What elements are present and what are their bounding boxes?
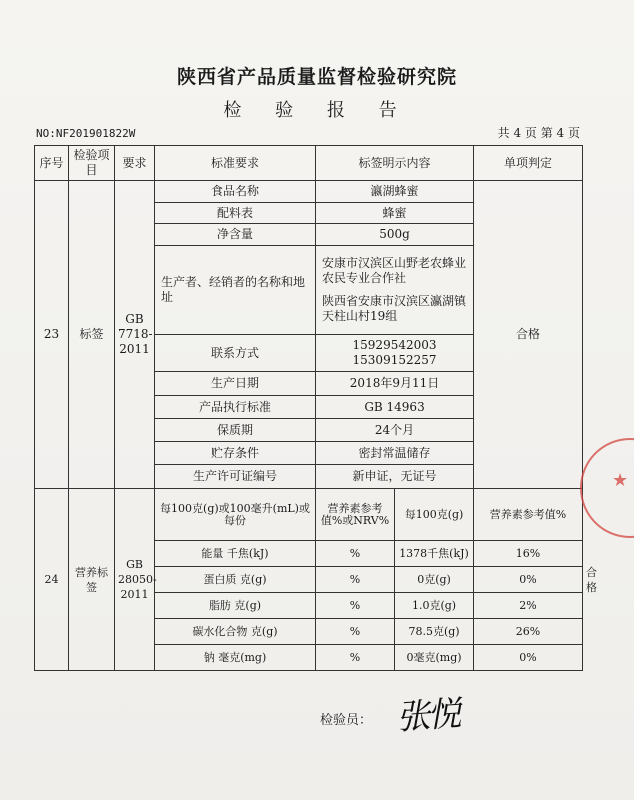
col-header-verdict: 单项判定 [474,146,583,181]
col-header-requirement: 要求 [115,146,155,181]
label-cell: 2018年9月11日 [316,372,474,396]
nutrient-header-basis: 每100克(g)或100毫升(mL)或每份 [155,489,316,541]
label-cell [316,246,474,335]
nutrient-pct: 0% [474,645,583,671]
inspector-signature: 张悦 [394,693,460,739]
col-header-label-content: 标签明示内容 [316,146,474,181]
nutrient-nrv: % [316,619,395,645]
inspection-table [34,145,598,671]
row23-item: 标签 [69,181,115,489]
seal-stamp [580,438,634,538]
phone-2: 15309152257 [352,353,437,367]
std-cell: 保质期 [155,419,316,442]
std-cell: 净含量 [155,224,316,246]
inspector-label: 检验员： [320,713,373,728]
table-row: 24 营养标签 GB 28050-2011 每100克(g)或100毫升(mL)或每份 营养素参考值%或NRV% 每100克(g) 营养素参考值% 合格 [35,489,583,541]
label-cell: GB 14963 [316,396,474,419]
label-cell: 瀛湖蜂蜜 [316,181,474,203]
row23-seq: 23 [35,181,69,489]
seal-star-icon: ★ [612,470,629,491]
nutrient-nrv: % [316,567,395,593]
document-type: 检 验 报 告 [223,100,411,121]
nutrient-pct: 0% [474,567,583,593]
institute-title: 陕西省产品质量监督检验研究院 [176,66,457,88]
std-cell: 生产许可证编号 [155,465,316,489]
label-cell: 24个月 [316,419,474,442]
nutrient-name: 钠 毫克(mg) [155,645,316,671]
std-cell: 产品执行标准 [155,396,316,419]
nutrient-pct: 2% [474,593,583,619]
std-cell: 生产者、经销者的名称和地址 [155,246,316,335]
std-cell: 联系方式 [155,335,316,372]
nutrient-name: 能量 千焦(kJ) [155,541,316,567]
std-cell: 配料表 [155,203,316,224]
nutrient-value: 1378千焦(kJ) [395,541,474,567]
col-header-item: 检验项目 [69,146,115,181]
producer-name: 安康市汉滨区山野老农蜂业农民专业合作社 [322,256,467,285]
nutrient-header-nrv: 营养素参考值%或NRV% [316,489,395,541]
row24-item: 营养标签 [69,489,115,671]
std-cell: 生产日期 [155,372,316,396]
col-header-standard: 标准要求 [155,146,316,181]
nutrient-value: 1.0克(g) [395,593,474,619]
label-cell: 500g [316,224,474,246]
label-cell [316,335,474,372]
label-cell: 密封常温储存 [316,442,474,465]
col-header-seq: 序号 [35,146,69,181]
std-cell: 贮存条件 [155,442,316,465]
table-row [35,181,583,203]
nutrient-name: 碳水化合物 克(g) [155,619,316,645]
nutrient-pct: 26% [474,619,583,645]
nutrient-nrv: % [316,593,395,619]
nutrient-nrv: % [316,541,395,567]
row24-seq: 24 [35,489,69,671]
nutrient-value: 0毫克(mg) [395,645,474,671]
nutrient-name: 蛋白质 克(g) [155,567,316,593]
label-cell: 新申证，无证号 [316,465,474,489]
nutrient-name: 脂肪 克(g) [155,593,316,619]
label-cell: 蜂蜜 [316,203,474,224]
nutrient-value: 78.5克(g) [395,619,474,645]
table-header-row [35,146,583,181]
row23-verdict: 合格 [474,181,583,489]
nutrient-value: 0克(g) [395,567,474,593]
phone-1: 15929542003 [352,338,437,352]
page-counter: 共 4 页 第 4 页 [497,126,580,140]
nutrient-header-value: 每100克(g) [395,489,474,541]
nutrient-header-pct: 营养素参考值% [474,489,583,541]
report-number: NO:NF201901822W [36,127,136,140]
producer-address: 陕西省安康市汉滨区瀛湖镇天柱山村19组 [322,294,467,323]
row24-requirement: GB 28050-2011 [115,489,155,671]
std-cell: 食品名称 [155,181,316,203]
nutrient-nrv: % [316,645,395,671]
row23-requirement: GB 7718-2011 [115,181,155,489]
nutrient-pct: 16% [474,541,583,567]
